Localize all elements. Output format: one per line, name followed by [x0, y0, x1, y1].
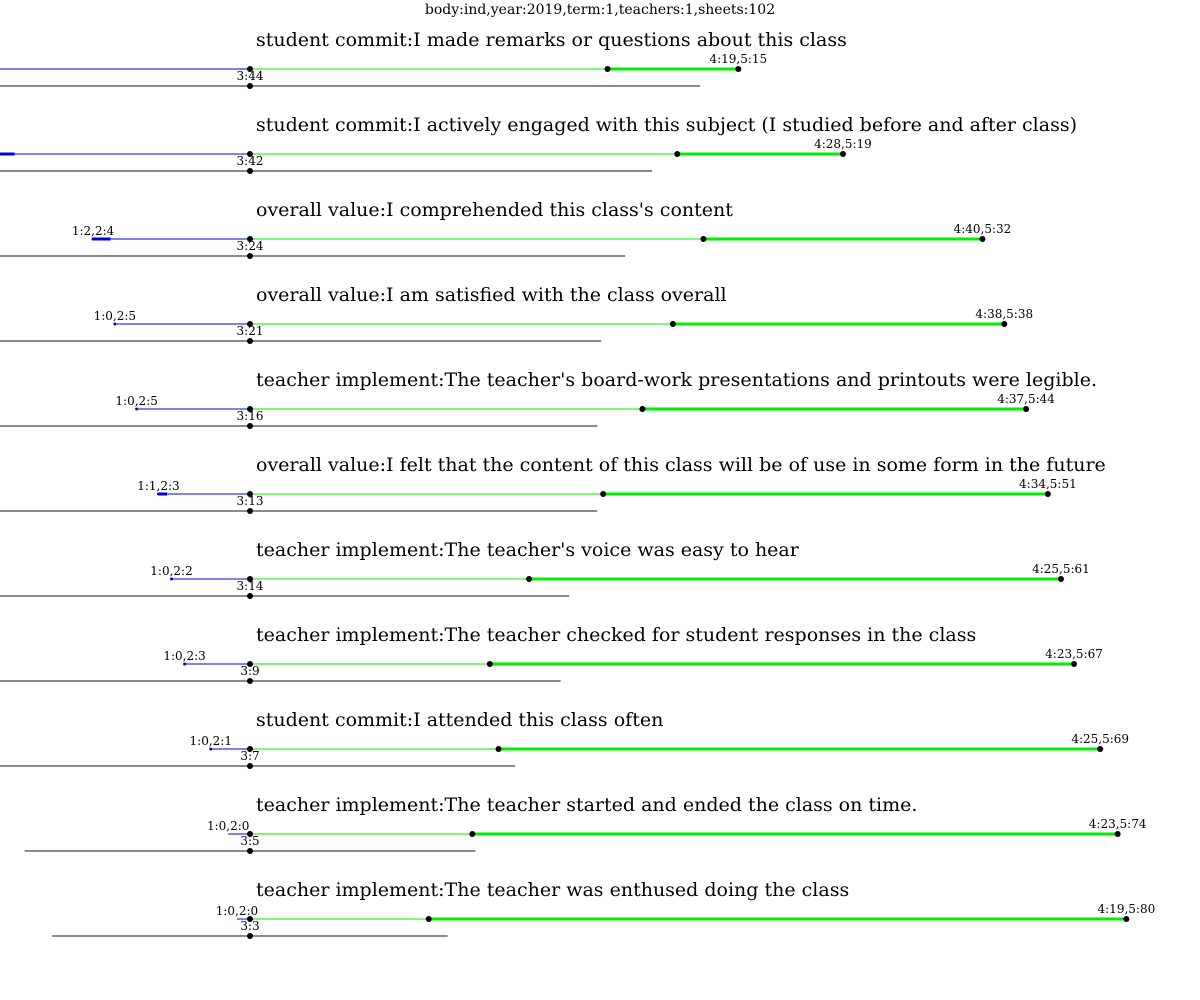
- row-title: student commit:I made remarks or questions about this class: [256, 29, 847, 51]
- high-count-label: 4:23,5:67: [1045, 647, 1103, 661]
- neutral-count-label: 3:44: [236, 69, 264, 83]
- survey-row: [0, 199, 1011, 259]
- row-title: student commit:I actively engaged with this subject (I studied before and after class): [256, 114, 1077, 136]
- mid-high-marker: [526, 576, 532, 582]
- high-count-label: 4:40,5:32: [953, 222, 1012, 236]
- low-count-label: 1:0,2:2: [150, 564, 193, 578]
- high-end-marker: [840, 151, 846, 157]
- mid-high-marker: [496, 746, 502, 752]
- mid-high-marker: [639, 406, 645, 412]
- high-end-marker: [1045, 491, 1051, 497]
- spread-centre-marker: [247, 763, 253, 769]
- high-count-label: 4:28,5:19: [814, 137, 872, 151]
- neutral-count-label: 3:16: [236, 409, 264, 423]
- low-count-label: 1:0,2:0: [206, 819, 250, 833]
- survey-row: [0, 369, 1097, 429]
- spread-centre-marker: [247, 933, 253, 939]
- neutral-count-label: 3:9: [240, 664, 260, 678]
- high-count-label: 4:19,5:80: [1097, 902, 1156, 916]
- page-title: body:ind,year:2019,term:1,teachers:1,sheets:102: [424, 2, 776, 18]
- survey-row: [0, 114, 1077, 174]
- spread-centre-marker: [247, 508, 253, 514]
- mid-high-marker: [700, 236, 706, 242]
- survey-row: [0, 624, 1103, 684]
- spread-centre-marker: [247, 593, 253, 599]
- high-end-marker: [1058, 576, 1064, 582]
- mid-high-marker: [426, 916, 432, 922]
- high-count-label: 4:25,5:69: [1071, 732, 1130, 746]
- survey-row: [0, 29, 847, 89]
- low-count-label: 1:2,2:4: [71, 224, 115, 238]
- spread-centre-marker: [247, 168, 253, 174]
- low-count-label: 1:0,2:5: [93, 309, 137, 323]
- survey-row: [0, 284, 1033, 344]
- high-end-marker: [1097, 746, 1103, 752]
- neutral-count-label: 3:14: [236, 579, 264, 593]
- mid-high-marker: [487, 661, 493, 667]
- high-count-label: 4:23,5:74: [1088, 817, 1147, 831]
- high-end-marker: [979, 236, 985, 242]
- spread-centre-marker: [247, 678, 253, 684]
- row-title: teacher implement:The teacher checked for student responses in the class: [256, 624, 977, 646]
- spread-centre-marker: [247, 253, 253, 259]
- mid-high-marker: [469, 831, 475, 837]
- row-title: overall value:I felt that the content of this class will be of use in some form in the future: [256, 454, 1106, 476]
- high-end-marker: [1023, 406, 1029, 412]
- low-count-label: 1:0,2:3: [163, 649, 206, 663]
- neutral-count-label: 3:13: [236, 494, 264, 508]
- neutral-count-label: 3:21: [236, 324, 264, 338]
- mid-high-marker: [600, 491, 606, 497]
- high-end-marker: [735, 66, 741, 72]
- survey-row: [52, 879, 1155, 939]
- rows-group: [0, 29, 1155, 939]
- low-count-label: 1:0,2:1: [189, 734, 232, 748]
- neutral-count-label: 3:7: [240, 749, 260, 763]
- mid-high-marker: [670, 321, 676, 327]
- low-count-label: 1:1,2:3: [137, 479, 180, 493]
- row-title: overall value:I comprehended this class's content: [256, 199, 733, 221]
- high-count-label: 4:25,5:61: [1032, 562, 1090, 576]
- spread-centre-marker: [247, 338, 253, 344]
- high-end-marker: [1115, 831, 1121, 837]
- spread-centre-marker: [247, 83, 253, 89]
- survey-row: [0, 454, 1106, 514]
- high-count-label: 4:38,5:38: [975, 307, 1034, 321]
- spread-centre-marker: [247, 848, 253, 854]
- survey-row: [25, 794, 1147, 854]
- neutral-count-label: 3:24: [236, 239, 264, 253]
- row-title: overall value:I am satisfied with the class overall: [256, 284, 727, 306]
- spread-centre-marker: [247, 423, 253, 429]
- row-title: teacher implement:The teacher's board-work presentations and printouts were legible.: [256, 369, 1097, 391]
- high-end-marker: [1123, 916, 1129, 922]
- neutral-count-label: 3:3: [240, 919, 260, 933]
- mid-high-marker: [605, 66, 611, 72]
- row-title: teacher implement:The teacher's voice was easy to hear: [256, 539, 799, 561]
- row-title: student commit:I attended this class often: [256, 709, 664, 731]
- high-count-label: 4:19,5:15: [709, 52, 768, 66]
- survey-row: [0, 709, 1129, 769]
- row-title: teacher implement:The teacher started and ended the class on time.: [256, 794, 918, 816]
- high-count-label: 4:34,5:51: [1019, 477, 1077, 491]
- low-count-label: 1:0,2:0: [215, 904, 259, 918]
- high-count-label: 4:37,5:44: [997, 392, 1055, 406]
- row-title: teacher implement:The teacher was enthused doing the class: [256, 879, 850, 901]
- high-end-marker: [1001, 321, 1007, 327]
- mid-high-marker: [674, 151, 680, 157]
- neutral-count-label: 3:5: [240, 834, 260, 848]
- neutral-count-label: 3:42: [236, 154, 264, 168]
- high-end-marker: [1071, 661, 1077, 667]
- survey-row: [0, 539, 1090, 599]
- low-count-label: 1:0,2:5: [115, 394, 158, 408]
